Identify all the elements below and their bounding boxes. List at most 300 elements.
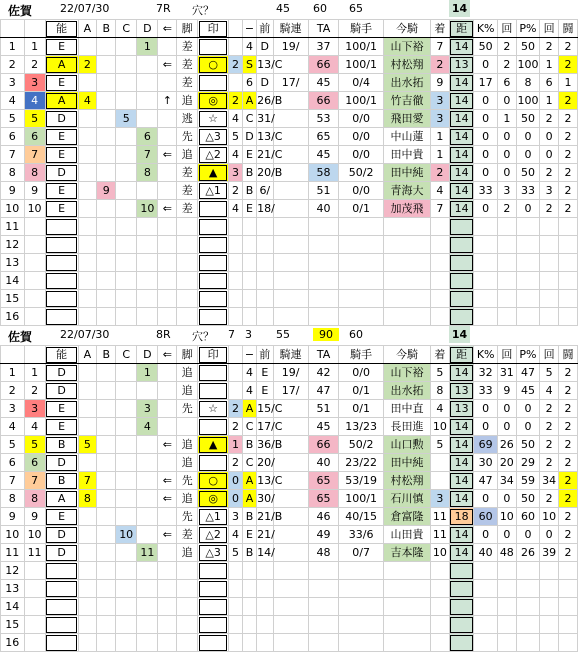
- column-header-kishu: 騎手: [339, 346, 384, 364]
- ta-cell: 40: [308, 454, 339, 472]
- arrow-cell: [158, 272, 177, 290]
- kai-cell: 31: [497, 364, 516, 382]
- kai2-cell: 39: [540, 544, 559, 562]
- noryoku-cell: [45, 616, 78, 634]
- konki-cell: 田中純: [383, 454, 430, 472]
- kishu-cell: 53/19: [339, 472, 384, 490]
- p-percent-cell: 33: [516, 182, 540, 200]
- noryoku-cell: E: [45, 182, 78, 200]
- kishu-cell: 0/0: [339, 182, 384, 200]
- race-panel-7r: [0, 0, 578, 326]
- zenso-cell: [257, 290, 273, 308]
- toshi-cell: [559, 290, 578, 308]
- top-value-3: 60: [349, 328, 363, 341]
- col-b-cell: [97, 580, 116, 598]
- column-header-toshi: 闘: [559, 346, 578, 364]
- zenso-cell: 6/: [257, 182, 273, 200]
- k-percent-cell: [474, 562, 498, 580]
- column-header-col-d: D: [137, 346, 158, 364]
- table-row: [1, 38, 578, 56]
- kai2-cell: [540, 634, 559, 652]
- row-number-cell: 12: [1, 236, 25, 254]
- race-date: 22/07/30: [60, 2, 110, 15]
- noryoku-cell: E: [45, 400, 78, 418]
- column-header-kyori: 距: [449, 20, 474, 38]
- noryoku-cell: [45, 562, 78, 580]
- kai-cell: 0: [497, 146, 516, 164]
- zenso-cell: D: [257, 38, 273, 56]
- kai2-cell: 2: [540, 110, 559, 128]
- column-header-row-number: [1, 346, 25, 364]
- shirushi-cell: [198, 254, 229, 272]
- chaku-cell: 2: [430, 56, 449, 74]
- col-b-cell: [97, 436, 116, 454]
- shirushi-cell: [198, 580, 229, 598]
- kai-cell: [497, 580, 516, 598]
- kai2-cell: 6: [540, 74, 559, 92]
- square-cell: [228, 616, 242, 634]
- konki-cell: 竹吉徹: [383, 92, 430, 110]
- minus-cell: [242, 562, 256, 580]
- col-b-cell: [97, 92, 116, 110]
- k-percent-cell: 0: [474, 146, 498, 164]
- kishu-cell: [339, 290, 384, 308]
- p-percent-cell: 50: [516, 490, 540, 508]
- p-percent-cell: [516, 236, 540, 254]
- shirushi-cell: ○: [198, 472, 229, 490]
- chaku-cell: 3: [430, 92, 449, 110]
- kai-cell: 0: [497, 526, 516, 544]
- col-a-cell: [78, 290, 97, 308]
- row-number-cell: 2: [1, 382, 25, 400]
- kyori-cell: 18: [449, 508, 474, 526]
- extra-value-2: 3: [245, 328, 252, 341]
- zenso-cell: 20/B: [257, 164, 273, 182]
- col-c-cell: [116, 218, 137, 236]
- table-row: [1, 254, 578, 272]
- chaku-cell: [430, 290, 449, 308]
- kyori-cell: 14: [449, 38, 474, 56]
- kyori-cell: [449, 580, 474, 598]
- ta-cell: [308, 634, 339, 652]
- arrow-cell: [158, 580, 177, 598]
- kishu-cell: 23/22: [339, 454, 384, 472]
- kyakushitsu-cell: 追: [177, 364, 198, 382]
- col-b-cell: [97, 128, 116, 146]
- kai2-cell: [540, 272, 559, 290]
- col-c-cell: 10: [116, 526, 137, 544]
- square-cell: [228, 580, 242, 598]
- ta-cell: [308, 562, 339, 580]
- shirushi-cell: [198, 616, 229, 634]
- noryoku-cell: [45, 254, 78, 272]
- col-a-cell: [78, 74, 97, 92]
- col-a-cell: 2: [78, 56, 97, 74]
- p-percent-cell: 50: [516, 110, 540, 128]
- zenso-cell: 26/B: [257, 92, 273, 110]
- toshi-cell: [559, 598, 578, 616]
- minus-cell: B: [242, 164, 256, 182]
- kiren-cell: [273, 598, 308, 616]
- waku-cell: [24, 562, 45, 580]
- k-percent-cell: 0: [474, 128, 498, 146]
- col-c-cell: [116, 598, 137, 616]
- ta-cell: 65: [308, 490, 339, 508]
- arrow-cell: ⇐: [158, 490, 177, 508]
- kiren-cell: 17/: [273, 382, 308, 400]
- kyori-cell: [449, 290, 474, 308]
- col-a-cell: 7: [78, 472, 97, 490]
- chaku-cell: [430, 218, 449, 236]
- chaku-cell: 4: [430, 400, 449, 418]
- square-cell: 0: [228, 490, 242, 508]
- col-d-cell: [137, 236, 158, 254]
- ta-cell: 58: [308, 164, 339, 182]
- konki-cell: 田中直: [383, 400, 430, 418]
- p-percent-cell: 0: [516, 418, 540, 436]
- col-b-cell: [97, 164, 116, 182]
- kyori-cell: [449, 308, 474, 326]
- col-c-cell: [116, 616, 137, 634]
- col-a-cell: [78, 508, 97, 526]
- kyori-cell: 14: [449, 128, 474, 146]
- shirushi-cell: [198, 74, 229, 92]
- col-b-cell: [97, 308, 116, 326]
- kishu-cell: 100/1: [339, 490, 384, 508]
- kyori-cell: [449, 218, 474, 236]
- zenso-cell: 30/: [257, 490, 273, 508]
- col-b-cell: [97, 382, 116, 400]
- noryoku-cell: [45, 218, 78, 236]
- ta-cell: 46: [308, 508, 339, 526]
- col-a-cell: [78, 146, 97, 164]
- kai2-cell: 2: [540, 418, 559, 436]
- col-d-cell: [137, 308, 158, 326]
- column-header-row: [1, 346, 578, 364]
- kai2-cell: [540, 218, 559, 236]
- chaku-cell: 3: [430, 490, 449, 508]
- kai2-cell: 0: [540, 128, 559, 146]
- top-value-1: 45: [276, 2, 290, 15]
- table-row: [1, 308, 578, 326]
- p-percent-cell: 50: [516, 164, 540, 182]
- k-percent-cell: 0: [474, 92, 498, 110]
- konki-cell: 村松翔: [383, 56, 430, 74]
- toshi-cell: 2: [559, 164, 578, 182]
- shirushi-cell: [198, 634, 229, 652]
- kishu-cell: [339, 634, 384, 652]
- kiren-cell: [273, 616, 308, 634]
- zenso-cell: [257, 254, 273, 272]
- kai-cell: 0: [497, 92, 516, 110]
- col-b-cell: [97, 200, 116, 218]
- shirushi-cell: △2: [198, 526, 229, 544]
- ta-cell: 65: [308, 128, 339, 146]
- konki-cell: 青海大: [383, 182, 430, 200]
- p-percent-cell: 8: [516, 74, 540, 92]
- table-row: [1, 200, 578, 218]
- toshi-cell: [559, 272, 578, 290]
- col-b-cell: [97, 634, 116, 652]
- arrow-cell: [158, 290, 177, 308]
- minus-cell: 4: [242, 382, 256, 400]
- kai-cell: [497, 218, 516, 236]
- col-a-cell: [78, 598, 97, 616]
- kai2-cell: 2: [540, 400, 559, 418]
- row-number-cell: 15: [1, 616, 25, 634]
- chaku-cell: [430, 308, 449, 326]
- race-number: 8R: [156, 328, 171, 341]
- square-cell: [228, 562, 242, 580]
- race-panel-8r: [0, 326, 578, 652]
- chaku-cell: [430, 272, 449, 290]
- arrow-cell: ⇐: [158, 200, 177, 218]
- col-d-cell: [137, 182, 158, 200]
- kishu-cell: [339, 218, 384, 236]
- minus-cell: [242, 272, 256, 290]
- kai-cell: 48: [497, 544, 516, 562]
- chaku-cell: 5: [430, 436, 449, 454]
- p-percent-cell: 100: [516, 56, 540, 74]
- square-cell: 5: [228, 128, 242, 146]
- konki-cell: 倉富隆: [383, 508, 430, 526]
- k-percent-cell: 30: [474, 454, 498, 472]
- table-row: [1, 418, 578, 436]
- zenso-cell: [257, 562, 273, 580]
- col-c-cell: [116, 182, 137, 200]
- minus-cell: [242, 218, 256, 236]
- column-header-col-b: B: [97, 20, 116, 38]
- minus-cell: 6: [242, 74, 256, 92]
- waku-cell: 7: [24, 472, 45, 490]
- k-percent-cell: 0: [474, 400, 498, 418]
- toshi-cell: [559, 218, 578, 236]
- kai-cell: [497, 272, 516, 290]
- arrow-cell: [158, 164, 177, 182]
- zenso-cell: [257, 598, 273, 616]
- col-c-cell: [116, 146, 137, 164]
- waku-cell: 2: [24, 56, 45, 74]
- race-date: 22/07/30: [60, 328, 110, 341]
- minus-cell: A: [242, 490, 256, 508]
- minus-cell: D: [242, 128, 256, 146]
- col-d-cell: 1: [137, 364, 158, 382]
- ta-cell: [308, 218, 339, 236]
- k-percent-cell: 50: [474, 38, 498, 56]
- col-a-cell: [78, 580, 97, 598]
- k-percent-cell: 69: [474, 436, 498, 454]
- col-c-cell: [116, 128, 137, 146]
- col-b-cell: [97, 562, 116, 580]
- column-header-waku: [24, 346, 45, 364]
- square-cell: 2: [228, 182, 242, 200]
- kyakushitsu-cell: 逃: [177, 110, 198, 128]
- waku-cell: 1: [24, 38, 45, 56]
- waku-cell: 6: [24, 128, 45, 146]
- ta-cell: 51: [308, 182, 339, 200]
- kiren-cell: 17/: [273, 74, 308, 92]
- column-header-kai2: 回: [540, 346, 559, 364]
- square-cell: 4: [228, 110, 242, 128]
- kyori-cell: 14: [449, 526, 474, 544]
- shirushi-cell: [198, 200, 229, 218]
- ta-cell: 45: [308, 146, 339, 164]
- ta-cell: 49: [308, 526, 339, 544]
- top-value-2: 90: [313, 328, 339, 341]
- table-row: [1, 580, 578, 598]
- column-header-col-d: D: [137, 20, 158, 38]
- column-header-zenso: 前: [257, 20, 273, 38]
- konki-cell: [383, 562, 430, 580]
- zenso-cell: 21/B: [257, 508, 273, 526]
- col-d-cell: [137, 634, 158, 652]
- col-d-cell: 1: [137, 38, 158, 56]
- k-percent-cell: [474, 308, 498, 326]
- kishu-cell: [339, 562, 384, 580]
- noryoku-cell: E: [45, 74, 78, 92]
- minus-cell: [242, 634, 256, 652]
- table-row: [1, 508, 578, 526]
- konki-cell: 石川慎: [383, 490, 430, 508]
- square-cell: [228, 634, 242, 652]
- row-number-cell: 14: [1, 598, 25, 616]
- table-row: [1, 598, 578, 616]
- minus-cell: A: [242, 472, 256, 490]
- shirushi-cell: [198, 218, 229, 236]
- table-row: [1, 56, 578, 74]
- kai-cell: [497, 598, 516, 616]
- kishu-cell: 50/2: [339, 436, 384, 454]
- ta-cell: [308, 598, 339, 616]
- ta-cell: [308, 236, 339, 254]
- row-number-cell: 16: [1, 634, 25, 652]
- kyori-header: 14: [449, 0, 470, 17]
- kiren-cell: [273, 562, 308, 580]
- kiren-cell: [273, 218, 308, 236]
- col-b-cell: [97, 236, 116, 254]
- kiren-cell: [273, 544, 308, 562]
- chaku-cell: [430, 634, 449, 652]
- shirushi-cell: [198, 236, 229, 254]
- minus-cell: C: [242, 418, 256, 436]
- table-row: [1, 128, 578, 146]
- zenso-cell: [257, 236, 273, 254]
- konki-cell: 出水拓: [383, 74, 430, 92]
- arrow-cell: [158, 38, 177, 56]
- toshi-cell: 2: [559, 436, 578, 454]
- zenso-cell: 31/: [257, 110, 273, 128]
- p-percent-cell: 59: [516, 472, 540, 490]
- toshi-cell: [559, 308, 578, 326]
- square-cell: 2: [228, 56, 242, 74]
- kai2-cell: 0: [540, 526, 559, 544]
- toshi-cell: 2: [559, 526, 578, 544]
- kishu-cell: 13/23: [339, 418, 384, 436]
- waku-cell: 11: [24, 544, 45, 562]
- table-row: [1, 472, 578, 490]
- table-row: [1, 272, 578, 290]
- kishu-cell: [339, 580, 384, 598]
- column-header-shirushi: 印: [198, 20, 229, 38]
- kyakushitsu-cell: [177, 308, 198, 326]
- col-a-cell: [78, 616, 97, 634]
- col-b-cell: [97, 400, 116, 418]
- table-row: [1, 544, 578, 562]
- minus-cell: C: [242, 110, 256, 128]
- kai2-cell: 2: [540, 38, 559, 56]
- column-header-noryoku: 能: [45, 20, 78, 38]
- col-d-cell: [137, 472, 158, 490]
- p-percent-cell: [516, 218, 540, 236]
- zenso-cell: [257, 634, 273, 652]
- p-percent-cell: [516, 254, 540, 272]
- column-header-kai: 回: [497, 20, 516, 38]
- kai-cell: 0: [497, 128, 516, 146]
- col-c-cell: [116, 580, 137, 598]
- kyakushitsu-cell: 先: [177, 400, 198, 418]
- column-header-konki: 今騎: [383, 20, 430, 38]
- kai-cell: [497, 562, 516, 580]
- toshi-cell: 2: [559, 400, 578, 418]
- shirushi-cell: ☆: [198, 110, 229, 128]
- zenso-cell: [257, 218, 273, 236]
- konki-cell: 山下裕: [383, 364, 430, 382]
- kai2-cell: [540, 562, 559, 580]
- shirushi-cell: △3: [198, 128, 229, 146]
- kyakushitsu-cell: 追: [177, 436, 198, 454]
- p-percent-cell: [516, 308, 540, 326]
- arrow-cell: [158, 634, 177, 652]
- race-table: [0, 345, 578, 652]
- noryoku-cell: [45, 272, 78, 290]
- row-number-cell: 12: [1, 562, 25, 580]
- kyakushitsu-cell: 差: [177, 182, 198, 200]
- kishu-cell: 0/1: [339, 400, 384, 418]
- kyori-cell: [449, 598, 474, 616]
- shirushi-cell: [198, 308, 229, 326]
- p-percent-cell: [516, 598, 540, 616]
- kai2-cell: [540, 236, 559, 254]
- column-header-col-c: C: [116, 346, 137, 364]
- col-d-cell: 11: [137, 544, 158, 562]
- kishu-cell: 100/1: [339, 38, 384, 56]
- kishu-cell: [339, 308, 384, 326]
- ta-cell: 66: [308, 92, 339, 110]
- column-header-toshi: 闘: [559, 20, 578, 38]
- ta-cell: 40: [308, 200, 339, 218]
- waku-cell: [24, 634, 45, 652]
- kai2-cell: 1: [540, 92, 559, 110]
- chaku-cell: 7: [430, 200, 449, 218]
- col-a-cell: [78, 400, 97, 418]
- table-row: [1, 454, 578, 472]
- konki-cell: 出水拓: [383, 382, 430, 400]
- col-a-cell: [78, 128, 97, 146]
- col-b-cell: [97, 364, 116, 382]
- noryoku-cell: D: [45, 382, 78, 400]
- minus-cell: A: [242, 400, 256, 418]
- ta-cell: 42: [308, 364, 339, 382]
- col-b-cell: [97, 454, 116, 472]
- konki-cell: 山田貴: [383, 526, 430, 544]
- kyori-cell: 14: [449, 490, 474, 508]
- kiren-cell: [273, 254, 308, 272]
- arrow-cell: [158, 508, 177, 526]
- kai2-cell: 2: [540, 490, 559, 508]
- konki-cell: 吉本隆: [383, 544, 430, 562]
- minus-cell: B: [242, 436, 256, 454]
- shirushi-cell: [198, 38, 229, 56]
